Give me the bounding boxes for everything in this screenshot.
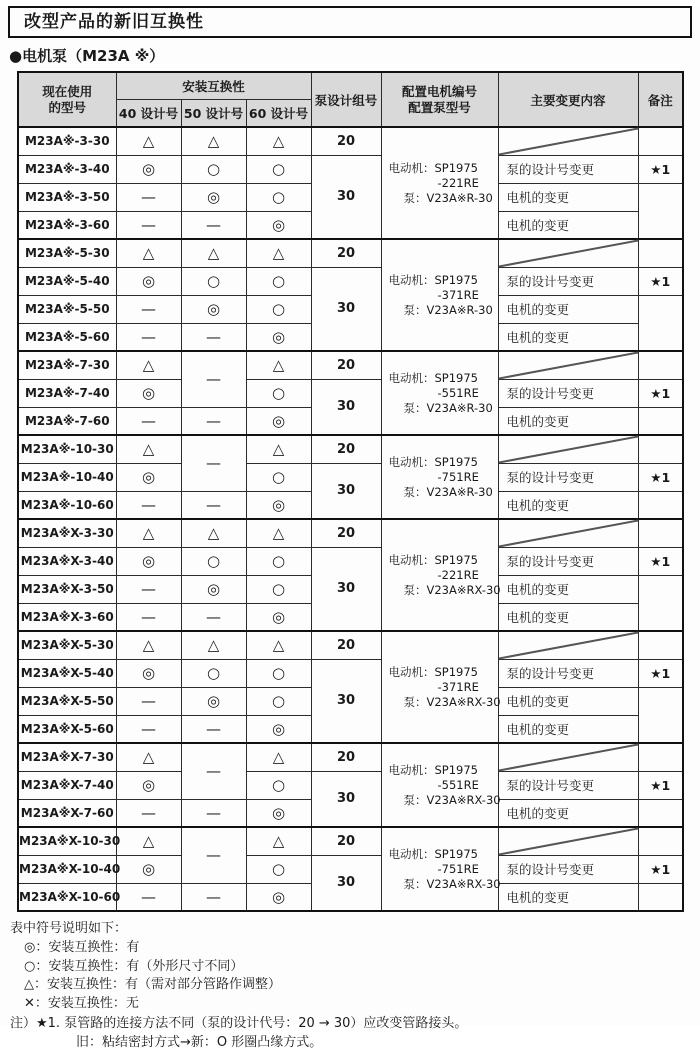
header-design-40: 40 设计号 <box>116 99 181 127</box>
compat-60-cell: ○ <box>246 547 311 575</box>
note-cell: ★1 <box>638 463 683 491</box>
compat-40-cell: — <box>116 183 181 211</box>
compat-60-cell: △ <box>246 631 311 659</box>
model-cell: M23A※-7-60 <box>18 407 116 435</box>
diagonal-slash <box>499 632 638 659</box>
compat-40-cell: ◎ <box>116 771 181 799</box>
note-cell <box>638 799 683 827</box>
compat-60-cell: ○ <box>246 463 311 491</box>
compat-60-cell: ◎ <box>246 603 311 631</box>
pump-design-group-cell: 20 <box>311 127 381 155</box>
motor-number: 电动机：SP1975 <box>388 454 479 469</box>
motor-pump-config-cell <box>381 827 501 911</box>
diagonal-slash <box>499 744 638 771</box>
header-remarks: 备注 <box>638 72 683 127</box>
motor-number: 电动机：SP1975 <box>388 370 479 385</box>
pump-model: 泵：V23A※RX-30 <box>403 694 501 709</box>
change-cell: 电机的变更 <box>498 883 638 911</box>
compat-40-cell: — <box>116 575 181 603</box>
compat-50-cell: △ <box>181 127 246 155</box>
change-cell: 泵的设计号变更 <box>498 155 638 183</box>
diagonal-slash <box>499 436 638 463</box>
compat-50-cell: △ <box>181 239 246 267</box>
model-cell: M23A※-3-50 <box>18 183 116 211</box>
table-row <box>18 547 683 575</box>
compat-40-cell: — <box>116 799 181 827</box>
pump-design-group-cell: 30 <box>311 155 381 239</box>
motor-number-suffix: -751RE <box>437 469 479 484</box>
compat-60-cell: ○ <box>246 687 311 715</box>
legend-item: ✕：安装互换性：无 <box>24 995 139 1011</box>
change-cell: 电机的变更 <box>498 183 638 211</box>
pump-design-group-cell: 30 <box>311 771 381 827</box>
model-cell: M23A※-7-30 <box>18 351 116 379</box>
compat-50-cell: ◎ <box>181 183 246 211</box>
table-row <box>18 659 683 687</box>
compat-50-cell: — <box>181 827 246 883</box>
model-cell: M23A※X-7-60 <box>18 799 116 827</box>
motor-pump-config-cell <box>381 631 501 743</box>
motor-pump-config-cell <box>381 351 498 435</box>
table-row <box>18 351 683 379</box>
diagonal-cell <box>498 239 638 267</box>
motor-number-suffix: -221RE <box>437 567 479 582</box>
model-cell: M23A※X-7-30 <box>18 743 116 771</box>
table-row <box>18 827 683 855</box>
compat-60-cell: ◎ <box>246 491 311 519</box>
compat-50-cell: ◎ <box>181 687 246 715</box>
compat-40-cell: ◎ <box>116 155 181 183</box>
motor-pump-config-cell <box>381 519 501 631</box>
pump-design-group-cell: 20 <box>311 631 381 659</box>
compat-50-cell: — <box>181 323 246 351</box>
change-cell: 电机的变更 <box>498 715 638 743</box>
legend-intro: 表中符号说明如下： <box>10 921 128 936</box>
compat-50-cell: — <box>181 743 246 799</box>
motor-pump-config-cell <box>381 743 501 827</box>
compat-60-cell: △ <box>246 351 311 379</box>
compat-40-cell: ◎ <box>116 267 181 295</box>
compat-40-cell: △ <box>116 743 181 771</box>
legend-item: ◎：安装互换性：有 <box>24 940 140 956</box>
change-cell: 泵的设计号变更 <box>498 771 638 799</box>
model-cell: M23A※X-3-50 <box>18 575 116 603</box>
table-row <box>18 519 683 547</box>
note-cell: ★1 <box>638 771 683 799</box>
compat-40-cell: — <box>116 715 181 743</box>
model-cell: M23A※X-10-60 <box>18 883 116 911</box>
note-cell <box>638 491 683 519</box>
change-cell: 电机的变更 <box>498 687 638 715</box>
change-cell: 电机的变更 <box>498 407 638 435</box>
pump-model: 泵：V23A※R-30 <box>403 484 493 499</box>
header-pump-design-group: 泵设计组号 <box>311 72 381 127</box>
compat-40-cell: ◎ <box>116 463 181 491</box>
change-cell: 电机的变更 <box>498 323 638 351</box>
model-cell: M23A※-5-40 <box>18 267 116 295</box>
compat-50-cell: — <box>181 211 246 239</box>
model-cell: M23A※X-5-40 <box>18 659 116 687</box>
model-cell: M23A※-10-60 <box>18 491 116 519</box>
header-install-compat: 安装互换性 <box>116 72 311 99</box>
note-cell: ★1 <box>638 155 683 183</box>
compat-40-cell: — <box>116 491 181 519</box>
compat-50-cell: — <box>181 799 246 827</box>
change-cell: 泵的设计号变更 <box>498 463 638 491</box>
compat-50-cell: △ <box>181 631 246 659</box>
diagonal-slash <box>499 240 638 267</box>
compat-60-cell: △ <box>246 827 311 855</box>
compat-50-cell: ◎ <box>181 575 246 603</box>
note-cell <box>638 435 683 463</box>
legend <box>10 920 700 1052</box>
change-cell: 电机的变更 <box>498 211 638 239</box>
diagonal-cell <box>498 127 638 155</box>
compat-60-cell: △ <box>246 743 311 771</box>
change-cell: 泵的设计号变更 <box>498 659 638 687</box>
table-row <box>18 743 683 771</box>
pump-model: 泵：V23A※RX-30 <box>403 876 501 891</box>
diagonal-slash <box>499 352 638 379</box>
pump-model: 泵：V23A※R-30 <box>403 400 493 415</box>
compat-50-cell: ○ <box>181 155 246 183</box>
motor-number: 电动机：SP1975 <box>388 762 479 777</box>
model-cell: M23A※-7-40 <box>18 379 116 407</box>
motor-number-suffix: -221RE <box>437 175 479 190</box>
pump-model: 泵：V23A※RX-30 <box>403 582 501 597</box>
compat-40-cell: △ <box>116 127 181 155</box>
model-cell: M23A※X-7-40 <box>18 771 116 799</box>
change-cell: 电机的变更 <box>498 603 638 631</box>
pump-design-group-cell: 20 <box>311 239 381 267</box>
note-cell <box>638 519 683 547</box>
model-cell: M23A※-10-30 <box>18 435 116 463</box>
note-cell <box>638 687 683 743</box>
note-cell <box>638 351 683 379</box>
compat-50-cell: — <box>181 715 246 743</box>
table-row <box>18 435 683 463</box>
compat-40-cell: ◎ <box>116 547 181 575</box>
table-row <box>18 127 683 155</box>
legend-item: △：安装互换性：有（需对部分管路作调整） <box>24 977 281 993</box>
compat-40-cell: — <box>116 211 181 239</box>
change-cell: 泵的设计号变更 <box>498 855 638 883</box>
note-cell <box>638 127 683 155</box>
compat-40-cell: — <box>116 687 181 715</box>
compat-50-cell: ◎ <box>181 295 246 323</box>
table-row <box>18 631 683 659</box>
compat-60-cell: ○ <box>246 855 311 883</box>
motor-pump-config-cell <box>381 127 498 239</box>
compat-50-cell: — <box>181 407 246 435</box>
compat-40-cell: — <box>116 883 181 911</box>
pump-design-group-cell: 20 <box>311 351 381 379</box>
note-cell <box>638 295 683 351</box>
note-cell <box>638 575 683 631</box>
compat-60-cell: △ <box>246 239 311 267</box>
pump-design-group-cell: 30 <box>311 547 381 631</box>
document-page <box>0 6 700 1050</box>
motor-number: 电动机：SP1975 <box>388 846 479 861</box>
model-cell: M23A※X-5-50 <box>18 687 116 715</box>
model-cell: M23A※X-3-30 <box>18 519 116 547</box>
compat-60-cell: ○ <box>246 183 311 211</box>
header-current-model <box>18 72 116 127</box>
compat-40-cell: △ <box>116 351 181 379</box>
pump-design-group-cell: 30 <box>311 659 381 743</box>
diagonal-slash <box>499 828 638 855</box>
change-cell: 泵的设计号变更 <box>498 267 638 295</box>
compat-50-cell: △ <box>181 519 246 547</box>
motor-number-suffix: -371RE <box>437 287 479 302</box>
compat-60-cell: ◎ <box>246 323 311 351</box>
compat-60-cell: △ <box>246 127 311 155</box>
model-cell: M23A※-10-40 <box>18 463 116 491</box>
compat-60-cell: ◎ <box>246 211 311 239</box>
compat-40-cell: ◎ <box>116 659 181 687</box>
compat-40-cell: △ <box>116 435 181 463</box>
model-cell: M23A※X-5-30 <box>18 631 116 659</box>
section-title: ●电机泵（M23A ※） <box>9 47 165 65</box>
motor-pump-config-cell <box>381 239 498 351</box>
note-cell <box>638 183 683 239</box>
diagonal-cell <box>498 743 638 771</box>
header-design-50: 50 设计号 <box>181 99 246 127</box>
compat-60-cell: ◎ <box>246 715 311 743</box>
table-row <box>18 855 683 883</box>
diagonal-cell <box>498 519 638 547</box>
model-cell: M23A※-3-40 <box>18 155 116 183</box>
motor-number: 电动机：SP1975 <box>388 160 479 175</box>
model-cell: M23A※-5-50 <box>18 295 116 323</box>
note-cell <box>638 883 683 911</box>
change-cell: 电机的变更 <box>498 799 638 827</box>
motor-pump-config-cell <box>381 435 498 519</box>
motor-number: 电动机：SP1975 <box>388 272 479 287</box>
compat-60-cell: △ <box>246 519 311 547</box>
compat-50-cell: ○ <box>181 547 246 575</box>
motor-number: 电动机：SP1975 <box>388 664 479 679</box>
model-cell: M23A※-5-60 <box>18 323 116 351</box>
change-cell: 电机的变更 <box>498 295 638 323</box>
header-config <box>381 72 498 127</box>
model-cell: M23A※X-3-60 <box>18 603 116 631</box>
compat-40-cell: △ <box>116 631 181 659</box>
compat-60-cell: ◎ <box>246 883 311 911</box>
compat-60-cell: △ <box>246 435 311 463</box>
compat-40-cell: — <box>116 323 181 351</box>
note-cell <box>638 827 683 855</box>
compat-60-cell: ○ <box>246 267 311 295</box>
pump-design-group-cell: 30 <box>311 379 381 435</box>
compat-40-cell: △ <box>116 519 181 547</box>
compat-40-cell: ◎ <box>116 855 181 883</box>
note-cell <box>638 631 683 659</box>
note-cell: ★1 <box>638 267 683 295</box>
page-title: 改型产品的新旧互换性 <box>8 6 692 38</box>
motor-number-suffix: -551RE <box>437 385 479 400</box>
note-cell <box>638 239 683 267</box>
model-cell: M23A※X-10-30 <box>18 827 116 855</box>
change-cell: 电机的变更 <box>498 491 638 519</box>
note-cell: ★1 <box>638 659 683 687</box>
compat-40-cell: ◎ <box>116 379 181 407</box>
compatibility-table <box>17 71 684 912</box>
motor-number: 电动机：SP1975 <box>388 552 479 567</box>
model-cell: M23A※-5-30 <box>18 239 116 267</box>
note-cell: ★1 <box>638 855 683 883</box>
legend-note-line1: 注）★1. 泵管路的连接方法不同（泵的设计代号：20 → 30）应改变管路接头。 <box>10 1016 468 1032</box>
table-row <box>18 239 683 267</box>
compat-50-cell: — <box>181 351 246 407</box>
diagonal-cell <box>498 351 638 379</box>
legend-item: ○：安装互换性：有（外形尺寸不同） <box>24 958 244 974</box>
model-cell: M23A※X-5-60 <box>18 715 116 743</box>
table-header-row <box>18 72 683 99</box>
compat-40-cell: — <box>116 407 181 435</box>
compat-50-cell: — <box>181 603 246 631</box>
header-current-model-line2: 的型号 <box>48 99 86 115</box>
pump-design-group-cell: 20 <box>311 743 381 771</box>
compat-40-cell: △ <box>116 239 181 267</box>
change-cell: 电机的变更 <box>498 575 638 603</box>
header-config-line1: 配置电机编号 <box>401 83 477 99</box>
legend-note-line2: 旧：粘结密封方式→新：O 形圈凸缘方式。 <box>76 1034 323 1050</box>
compat-50-cell: ○ <box>181 267 246 295</box>
compat-40-cell: △ <box>116 827 181 855</box>
diagonal-cell <box>498 631 638 659</box>
pump-model: 泵：V23A※R-30 <box>403 190 493 205</box>
diagonal-slash <box>499 520 638 547</box>
table-row <box>18 771 683 799</box>
motor-number-suffix: -371RE <box>437 679 479 694</box>
compat-40-cell: — <box>116 603 181 631</box>
compat-60-cell: ◎ <box>246 799 311 827</box>
compat-50-cell: — <box>181 435 246 491</box>
pump-design-group-cell: 20 <box>311 827 381 855</box>
model-cell: M23A※X-3-40 <box>18 547 116 575</box>
header-current-model-line1: 现在使用 <box>42 83 93 99</box>
note-cell <box>638 407 683 435</box>
compat-60-cell: ○ <box>246 155 311 183</box>
pump-design-group-cell: 20 <box>311 519 381 547</box>
model-cell: M23A※-3-30 <box>18 127 116 155</box>
pump-design-group-cell: 30 <box>311 463 381 519</box>
compat-60-cell: ○ <box>246 295 311 323</box>
pump-design-group-cell: 30 <box>311 855 381 911</box>
change-cell: 泵的设计号变更 <box>498 547 638 575</box>
compat-60-cell: ○ <box>246 379 311 407</box>
pump-design-group-cell: 20 <box>311 435 381 463</box>
header-config-line2: 配置泵型号 <box>408 99 471 115</box>
compat-60-cell: ○ <box>246 771 311 799</box>
motor-number-suffix: -551RE <box>437 777 479 792</box>
compat-50-cell: ○ <box>181 659 246 687</box>
note-cell: ★1 <box>638 379 683 407</box>
table-row <box>18 379 683 407</box>
diagonal-cell <box>498 827 638 855</box>
compat-60-cell: ○ <box>246 659 311 687</box>
table-row <box>18 155 683 183</box>
compat-60-cell: ◎ <box>246 407 311 435</box>
compat-50-cell: — <box>181 883 246 911</box>
model-cell: M23A※X-10-40 <box>18 855 116 883</box>
model-cell: M23A※-3-60 <box>18 211 116 239</box>
header-design-60: 60 设计号 <box>246 99 311 127</box>
diagonal-cell <box>498 435 638 463</box>
note-cell: ★1 <box>638 547 683 575</box>
motor-number-suffix: -751RE <box>437 861 479 876</box>
pump-model: 泵：V23A※R-30 <box>403 302 493 317</box>
table-row <box>18 463 683 491</box>
change-cell: 泵的设计号变更 <box>498 379 638 407</box>
diagonal-slash <box>499 128 638 155</box>
note-cell <box>638 743 683 771</box>
pump-model: 泵：V23A※RX-30 <box>403 792 501 807</box>
table-row <box>18 267 683 295</box>
header-main-changes: 主要变更内容 <box>498 72 638 127</box>
compat-50-cell: — <box>181 491 246 519</box>
pump-design-group-cell: 30 <box>311 267 381 351</box>
compat-60-cell: ○ <box>246 575 311 603</box>
compat-40-cell: — <box>116 295 181 323</box>
